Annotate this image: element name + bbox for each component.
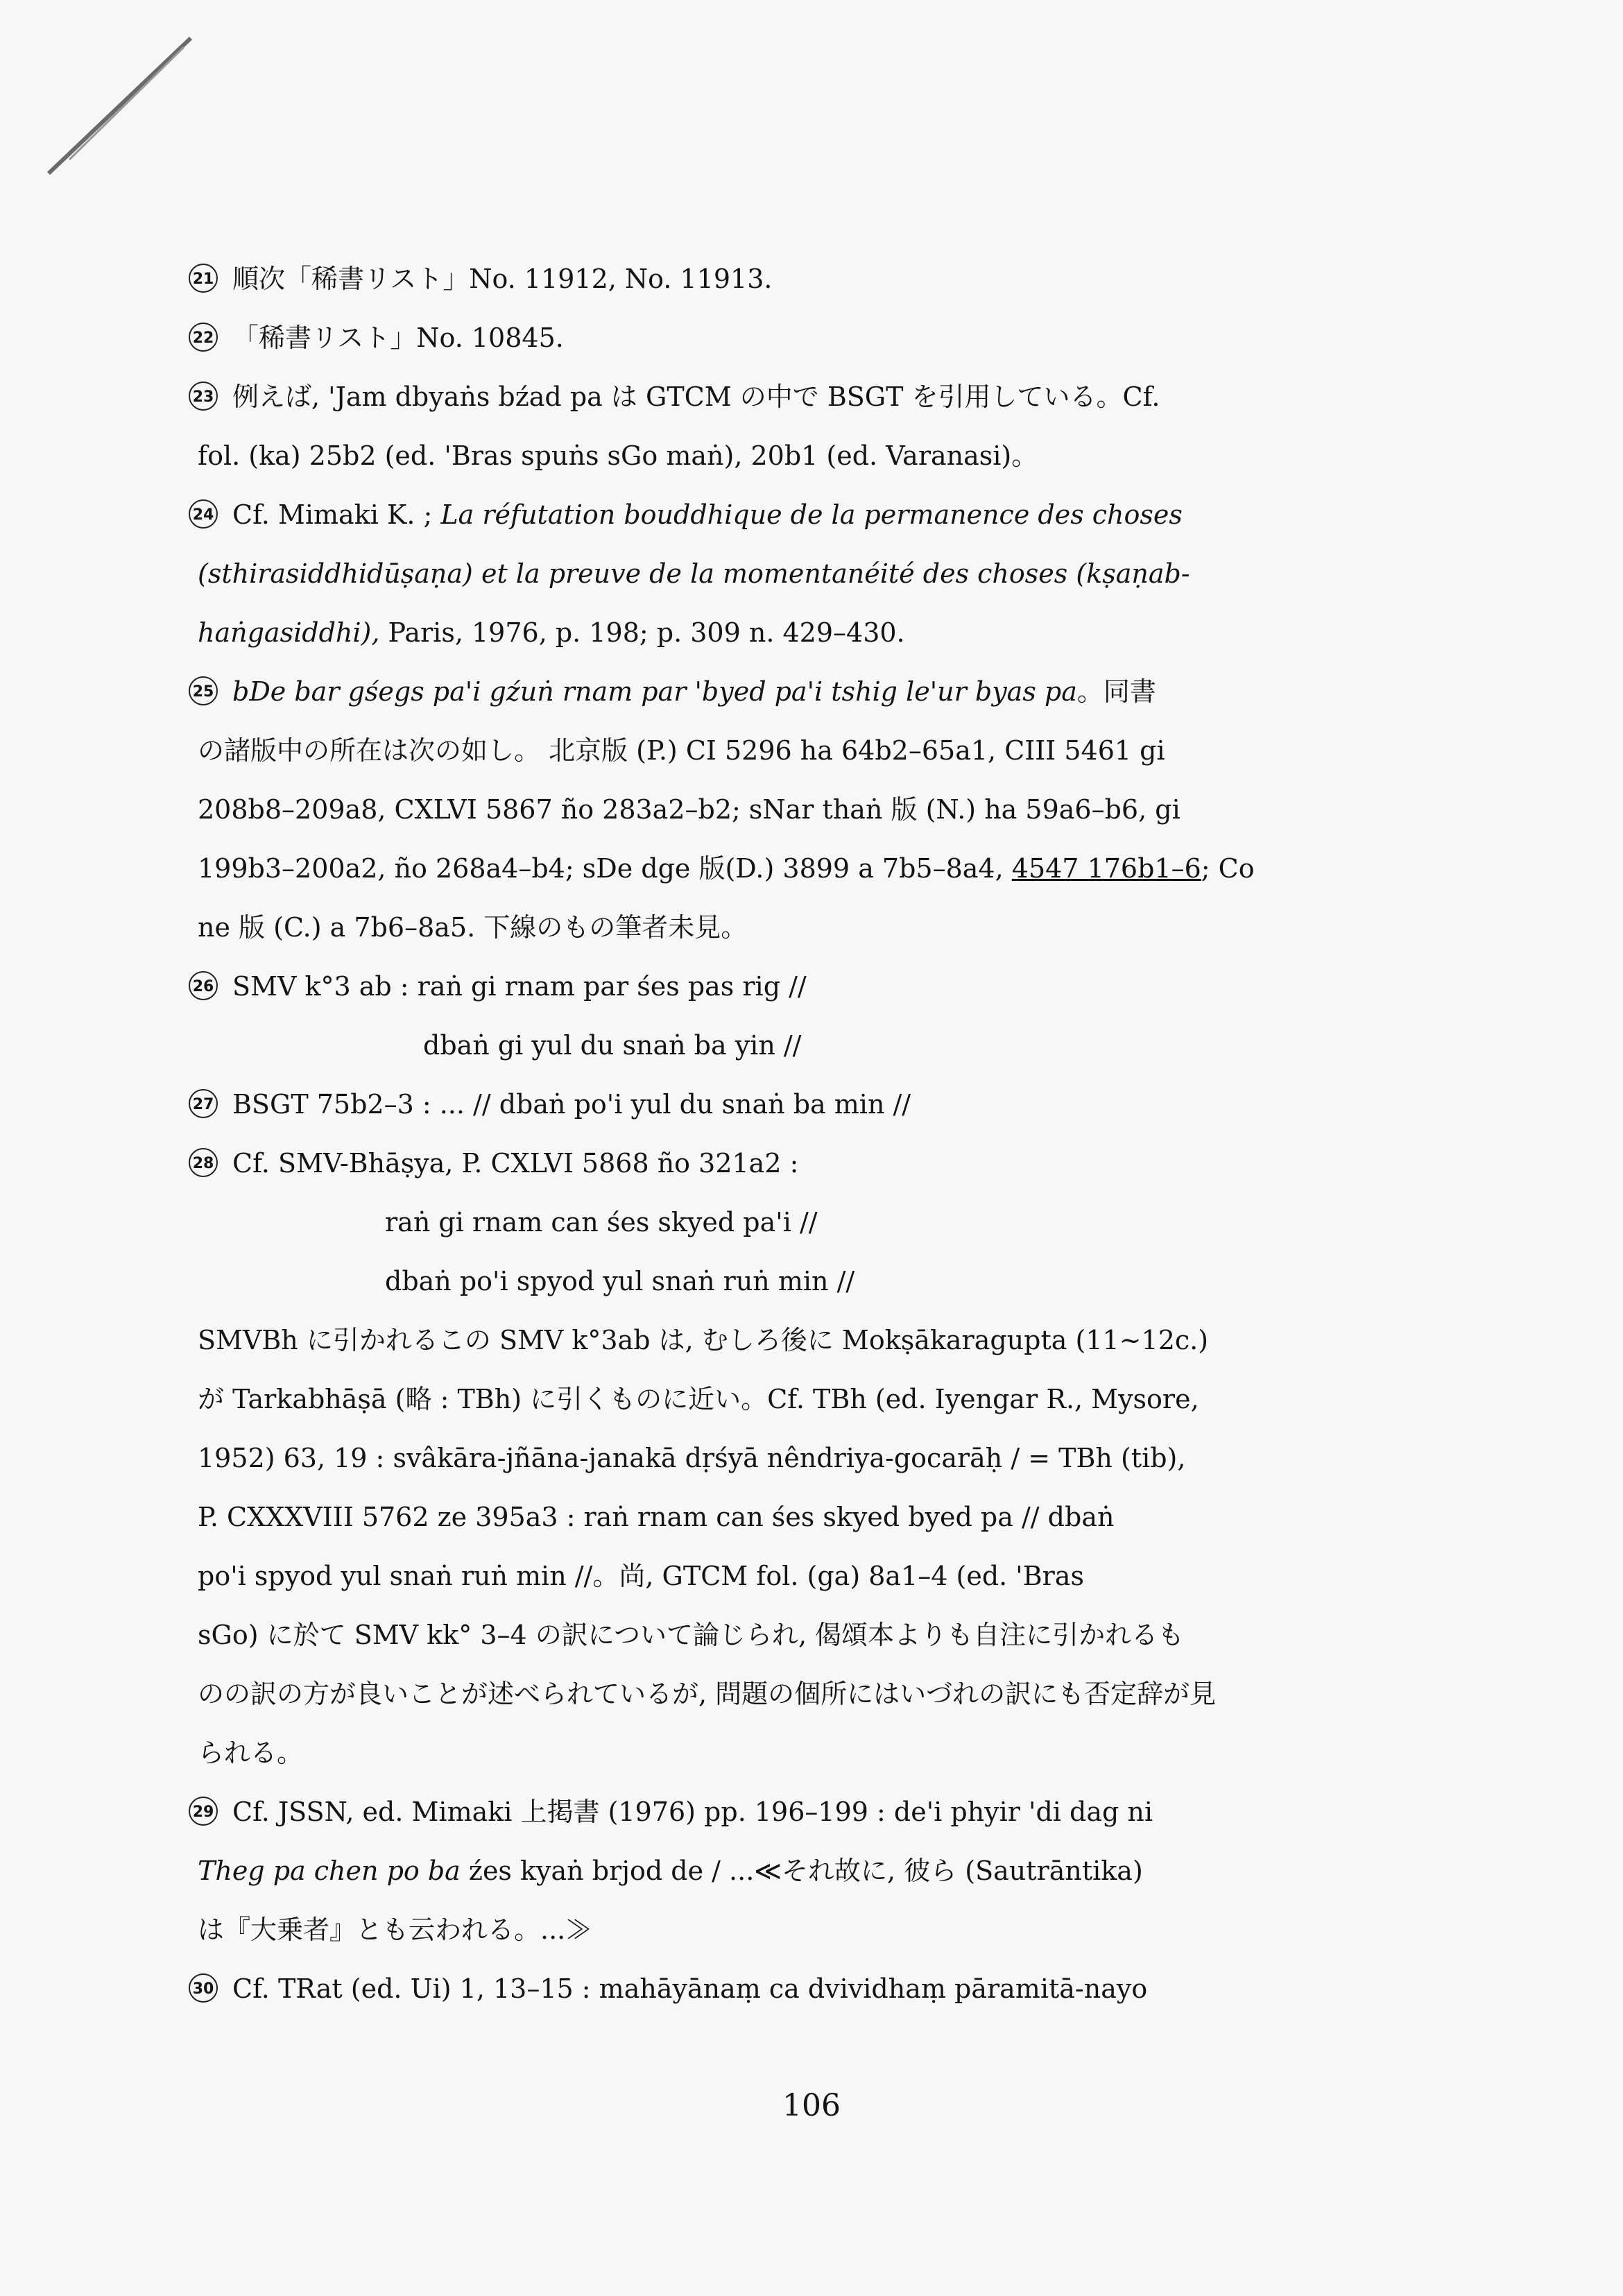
footnote-text: SMVBh に引かれるこの SMV k°3ab は, むしろ後に Mokṣākaragupta (11~12c.) — [198, 1325, 1209, 1355]
footnote-number: 23 — [189, 382, 218, 411]
footnote-text: BSGT 75b2–3 : ... // dbaṅ po'i yul du snaṅ ba min // — [232, 1089, 911, 1120]
pen-mark-scribble — [28, 14, 208, 194]
footnote-number: 25 — [189, 676, 218, 705]
footnote-text: の諸版中の所在は次の如し。 北京版 (P.) CI 5296 ha 64b2–65a1, CIII 5461 gi — [198, 735, 1165, 766]
footnote-25 — [194, 662, 1408, 957]
verse-line: dbaṅ gi yul du snaṅ ba yin // — [423, 1030, 802, 1061]
footnote-number: 28 — [189, 1148, 218, 1177]
footnote-number: 22 — [189, 323, 218, 352]
book-title-continued: (sthirasiddhidūṣaṇa) et la preuve de la momentanéité des choses (kṣaṇab- — [198, 558, 1190, 589]
footnote-text: のの訳の方が良いことが述べられているが, 問題の個所にはいづれの訳にも否定辞が見 — [198, 1679, 1217, 1709]
footnote-text: 例えば, 'Jam dbyaṅs bźad pa は GTCM の中で BSGT を引用している。Cf. — [232, 382, 1160, 412]
footnote-text: Cf. Mimaki K. ; — [232, 499, 441, 530]
footnote-26 — [194, 957, 1408, 1075]
footnote-text: Cf. SMV-Bhāṣya, P. CXLVI 5868 ño 321a2 : — [232, 1148, 799, 1179]
footnote-text: 199b3–200a2, ño 268a4–b4; sDe dge 版(D.) 3899 a 7b5–8a4, — [198, 853, 1012, 884]
book-title: La réfutation bouddhique de la permanence des choses — [440, 499, 1183, 530]
footnote-number: 26 — [189, 971, 218, 1000]
footnote-27 — [194, 1075, 1408, 1134]
footnote-text: po'i spyod yul snaṅ ruṅ min //。尚, GTCM fol. (ga) 8a1–4 (ed. 'Bras — [198, 1561, 1084, 1591]
footnote-text: は『大乗者』とも云われる。...≫ — [198, 1914, 592, 1945]
footnote-number: 21 — [189, 264, 218, 293]
footnote-text: ne 版 (C.) a 7b6–8a5. 下線のもの筆者未見。 — [198, 912, 748, 943]
text-title: bDe bar gśegs pa'i gźuṅ rnam par 'byed pa'i tshig le'ur byas pa — [232, 676, 1077, 707]
footnote-28 — [194, 1134, 1408, 1783]
footnote-text: られる。 — [198, 1738, 304, 1768]
footnote-21 — [194, 250, 1408, 309]
footnote-text: 208b8–209a8, CXLVI 5867 ño 283a2–b2; sNar thaṅ 版 (N.) ha 59a6–b6, gi — [198, 794, 1180, 825]
footnote-number: 30 — [189, 1973, 218, 2003]
footnote-text: 。同書 — [1076, 676, 1156, 707]
footnote-text: 1952) 63, 19 : svâkāra-jñāna-janakā dṛśyā nêndriya-gocarāḥ / = TBh (tib), — [198, 1443, 1186, 1473]
verse-line: dbaṅ po'i spyod yul snaṅ ruṅ min // — [385, 1266, 855, 1296]
footnote-text: Paris, 1976, p. 198; p. 309 n. 429–430. — [379, 617, 905, 648]
footnote-30 — [194, 1960, 1408, 2019]
footnote-text: SMV k°3 ab : raṅ gi rnam par śes pas rig // — [232, 971, 807, 1002]
footnote-text: P. CXXXVIII 5762 ze 395a3 : raṅ rnam can śes skyed byed pa // dbaṅ — [198, 1502, 1115, 1532]
footnote-22 — [194, 309, 1408, 368]
footnote-text: 「稀書リスト」No. 10845. — [232, 323, 564, 353]
verse-line: raṅ gi rnam can śes skyed pa'i // — [385, 1207, 818, 1237]
footnote-29 — [194, 1783, 1408, 1960]
footnotes-body — [194, 250, 1408, 2019]
book-title-end: haṅgasiddhi), — [198, 617, 380, 648]
footnote-text: Cf. TRat (ed. Ui) 1, 13–15 : mahāyānaṃ ca dvividhaṃ pāramitā-nayo — [232, 1973, 1148, 2004]
italic-term: Theg pa chen po ba — [198, 1856, 461, 1886]
footnote-text: fol. (ka) 25b2 (ed. 'Bras spuṅs sGo maṅ), 20b1 (ed. Varanasi)。 — [198, 440, 1038, 471]
footnote-text: źes kyaṅ brjod de / ...≪それ故に, 彼ら (Sautrāntika) — [460, 1856, 1143, 1886]
footnote-24 — [194, 486, 1408, 662]
footnote-text: 順次「稀書リスト」No. 11912, No. 11913. — [232, 264, 773, 294]
page-number: 106 — [782, 2088, 841, 2123]
footnote-text: sGo) に於て SMV kk° 3–4 の訳について論じられ, 偈頌本よりも自注に引かれるも — [198, 1620, 1185, 1650]
footnote-text: Cf. JSSN, ed. Mimaki 上掲書 (1976) pp. 196–199 : de'i phyir 'di dag ni — [232, 1797, 1153, 1827]
footnote-number: 29 — [189, 1797, 218, 1826]
footnote-number: 27 — [189, 1089, 218, 1118]
footnote-text: ; Co — [1201, 853, 1255, 884]
footnote-text: が Tarkabhāṣā (略 : TBh) に引くものに近い。Cf. TBh (ed. Iyengar R., Mysore, — [198, 1384, 1199, 1414]
footnote-23 — [194, 368, 1408, 486]
underlined-reference: 4547 176b1–6 — [1011, 853, 1201, 884]
footnote-number: 24 — [189, 499, 218, 529]
